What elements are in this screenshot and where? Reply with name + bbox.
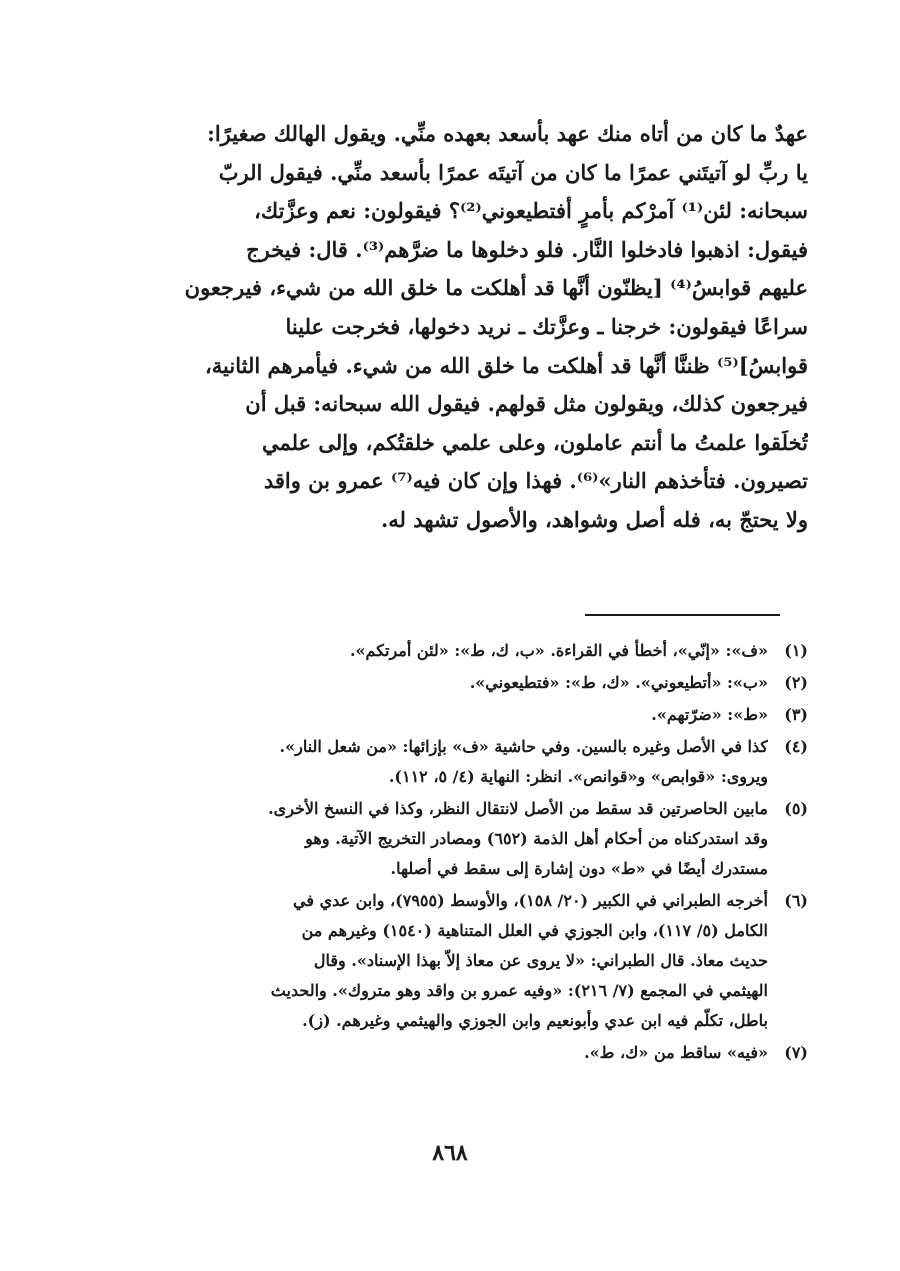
main-text-line: تصيرون. فتأخذهم النار»⁽⁶⁾. فهذا وإن كان فيه⁽⁷⁾ عمرو بن واقد bbox=[263, 468, 808, 494]
footnote-2 bbox=[118, 668, 808, 698]
footnote-number: (٢) bbox=[784, 673, 808, 692]
main-text-line: عليهم قوابسُ⁽⁴⁾ [يظنّون أنَّها قد أهلكت ما خلق الله من شيء، فيرجعون bbox=[184, 275, 808, 301]
footnote-text bbox=[118, 886, 768, 1036]
footnote-text bbox=[118, 700, 768, 730]
footnote-line: كذا في الأصل وغيره بالسين. وفي حاشية «ف» بإزائها: «من شعل النار». bbox=[279, 737, 768, 756]
footnote-text bbox=[118, 794, 768, 884]
footnote-number: (٧) bbox=[784, 1043, 808, 1062]
footnote-7 bbox=[118, 1038, 808, 1068]
main-text-line: سراعًا فيقولون: خرجنا ـ وعزَّتك ـ نريد دخولها، فخرجت علينا bbox=[285, 313, 808, 339]
footnote-number: (٤) bbox=[784, 737, 808, 756]
main-text-line: فيرجعون كذلك، ويقولون مثل قولهم. فيقول الله سبحانه: قبل أن bbox=[245, 391, 808, 417]
footnote-text bbox=[118, 732, 768, 792]
footnote-number: (١) bbox=[784, 641, 808, 660]
footnote-line: «ط»: «ضرّتهم». bbox=[651, 705, 768, 724]
footnote-line: «فيه» ساقط من «ك، ط». bbox=[584, 1043, 768, 1062]
footnote-line: باطل، تكلّم فيه ابن عدي وأبونعيم وابن الجوزي والهيثمي وغيرهم. (ز). bbox=[302, 1011, 768, 1030]
footnote-line: أخرجه الطبراني في الكبير (٢٠/ ١٥٨)، والأوسط (٧٩٥٥)، وابن عدي في bbox=[293, 891, 768, 910]
footnote-line: ويروى: «قوابص» و«قوانص». انظر: النهاية (٤/ ٥، ١١٢). bbox=[388, 767, 768, 786]
main-text-line: يا ربِّ لو آتيتَني عمرًا ما كان من آتيتَه عمرًا بأسعد منِّي. فيقول الربّ bbox=[218, 159, 808, 185]
main-text-line: ولا يحتجّ به، فله أصل وشواهد، والأصول تشهد له. bbox=[380, 506, 808, 532]
main-text-line: تُخلَقوا علمتُ ما أنتم عاملون، وعلى علمي خلقتُكم، وإلى علمي bbox=[261, 429, 808, 455]
footnotes bbox=[118, 636, 808, 1070]
footnote-text bbox=[118, 668, 768, 698]
footnote-line: الكامل (٥/ ١١٧)، وابن الجوزي في العلل المتناهية (١٥٤٠) وغيرهم من bbox=[301, 921, 768, 940]
footnote-number: (٣) bbox=[784, 705, 808, 724]
footnote-4 bbox=[118, 732, 808, 792]
main-text-line: سبحانه: لئن⁽¹⁾ آمرْكم بأمرٍ أفتطيعوني⁽²⁾؟ فيقولون: نعم وعزَّتك، bbox=[254, 198, 808, 224]
footnote-line: مابين الحاصرتين قد سقط من الأصل لانتقال النظر، وكذا في النسخ الأخرى. bbox=[268, 799, 768, 818]
footnote-6 bbox=[118, 886, 808, 1036]
footnote-separator bbox=[585, 614, 780, 616]
footnote-1 bbox=[118, 636, 808, 666]
main-text-line: قوابسُ]⁽⁵⁾ ظننَّا أنَّها قد أهلكت ما خلق الله من شيء. فيأمرهم الثانية، bbox=[205, 352, 808, 378]
footnote-line: حديث معاذ. قال الطبراني: «لا يروى عن معاذ إلاّ بهذا الإسناد». وقال bbox=[313, 951, 768, 970]
footnote-number: (٦) bbox=[784, 891, 808, 910]
page-number: ٨٦٨ bbox=[432, 1140, 468, 1166]
footnote-number: (٥) bbox=[784, 799, 808, 818]
footnote-line: «ب»: «أتطيعوني». «ك، ط»: «فتطيعوني». bbox=[469, 673, 768, 692]
footnote-line: مستدرك أيضًا في «ط» دون إشارة إلى سقط في أصلها. bbox=[390, 859, 768, 878]
footnote-3 bbox=[118, 700, 808, 730]
footnote-5 bbox=[118, 794, 808, 884]
main-text-line: عهدٌ ما كان من أتاه منك عهد بأسعد بعهده منِّي. ويقول الهالك صغيرًا: bbox=[207, 121, 808, 146]
footnote-line: «ف»: «إنّي»، أخطأ في القراءة. «ب، ك، ط»: «لئن أمرتكم». bbox=[349, 641, 768, 660]
main-text-line: فيقول: اذهبوا فادخلوا النَّار. فلو دخلوها ما ضرَّهم⁽³⁾. قال: فيخرج bbox=[246, 236, 808, 262]
footnote-text bbox=[118, 1038, 768, 1068]
footnote-text bbox=[118, 636, 768, 666]
main-text bbox=[118, 115, 808, 540]
footnote-line: وقد استدركناه من أحكام أهل الذمة (٦٥٢) ومصادر التخريج الآتية. وهو bbox=[305, 829, 768, 848]
footnote-line: الهيثمي في المجمع (٧/ ٢١٦): «وفيه عمرو بن واقد وهو متروك». والحديث bbox=[270, 981, 768, 1000]
